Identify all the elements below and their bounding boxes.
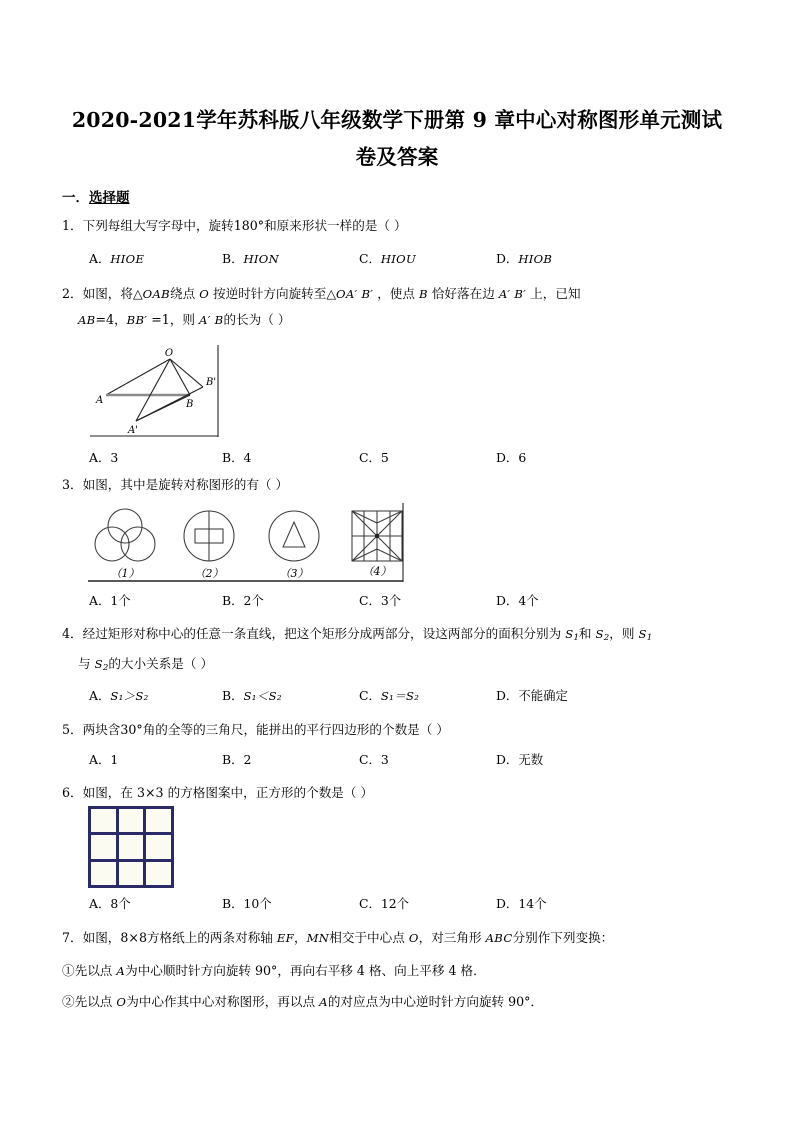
caption-1: （1） (110, 567, 140, 580)
option-a-letter: A． (89, 593, 111, 608)
q4-text-3: ，则 (609, 626, 639, 641)
option-b-letter: B． (222, 251, 244, 266)
q7-text-3: 相交于中心点 (329, 930, 409, 945)
q2-text-1: 如图，将△ (82, 286, 143, 301)
question-7-number: 7． (62, 930, 83, 945)
q7-s2-text-1: 先以点 (74, 994, 117, 1009)
q2-text-5: 恰好落在边 (427, 286, 499, 301)
label-a-prime: A' (128, 425, 138, 436)
option-b-value: 4 (243, 450, 252, 465)
option-b[interactable] (222, 894, 272, 912)
option-c-letter: C． (359, 688, 381, 703)
q7-sym-mn: MN (306, 931, 330, 945)
option-b-value: S₁＜S₂ (243, 689, 282, 703)
question-1-number: 1． (62, 218, 83, 233)
option-d-value: 不能确定 (518, 688, 568, 703)
option-b-letter: B． (222, 752, 244, 767)
option-a-value: 3 (110, 450, 119, 465)
q7-marker-2: ② (62, 994, 75, 1009)
option-b-value: 10个 (243, 896, 272, 911)
q4-l2-sub: 2 (102, 662, 109, 673)
question-3-text: 如图，其中是旋转对称图形的有（ ） (82, 477, 289, 492)
option-a-value: HIOE (110, 252, 145, 266)
q7-text-1: 如图，8×8方格纸上的两条对称轴 (82, 930, 277, 945)
option-c[interactable] (359, 894, 409, 912)
option-d[interactable] (496, 750, 543, 768)
option-d[interactable] (496, 249, 552, 267)
q2-sym-apbp: A′ B′ (498, 287, 527, 301)
q4-text-2: 和 (578, 626, 596, 641)
q7-sym-o: O (408, 931, 419, 945)
q2-text-4: ，使点 (373, 286, 419, 301)
q7-sym-ef: EF (276, 931, 295, 945)
q2-text-6: 上，已知 (526, 286, 581, 301)
option-d[interactable] (496, 686, 568, 704)
q7-sym-abc: ABC (485, 931, 513, 945)
option-d-letter: D． (496, 752, 519, 767)
q2-sym-oapbp: OA′ B′ (336, 287, 374, 301)
q2-text-2: 绕点 (169, 286, 200, 301)
q4-sym-s3: S (638, 627, 647, 641)
question-7-sub-item-1 (62, 958, 752, 984)
option-c[interactable] (359, 686, 419, 704)
option-b-value: HION (243, 252, 280, 266)
option-c-value: 3个 (380, 593, 402, 608)
four-shapes-svg (88, 503, 404, 583)
option-a-letter: A． (89, 450, 111, 465)
option-b-letter: B． (222, 896, 244, 911)
option-c[interactable] (359, 249, 416, 267)
option-c[interactable] (359, 448, 389, 466)
option-d-value: 14个 (518, 896, 547, 911)
q7-s2-sym-o: O (116, 995, 127, 1009)
label-o: O (164, 348, 174, 359)
option-a[interactable] (89, 591, 131, 609)
question-6-text: 如图，在 3×3 的方格图案中，正方形的个数是（ ） (82, 785, 374, 800)
question-2-number: 2． (62, 286, 83, 301)
option-d-letter: D． (496, 593, 519, 608)
option-a-value: 1 (110, 752, 119, 767)
q7-s1-sym-a: A (116, 964, 126, 978)
option-b-value: 2 (243, 752, 252, 767)
q7-s2-text-3: 的对应点为中心逆时针方向旋转 90°． (327, 994, 544, 1009)
question-4-number: 4． (62, 626, 83, 641)
question-5-number: 5． (62, 722, 83, 737)
section-heading (62, 186, 130, 206)
option-c-letter: C． (359, 896, 381, 911)
question-7 (62, 925, 752, 951)
option-a-letter: A． (89, 688, 111, 703)
option-a-letter: A． (89, 752, 111, 767)
q2-l2-text-1: =4， (95, 312, 127, 327)
option-a-value: 1个 (110, 593, 131, 608)
option-d-value: 4个 (518, 593, 539, 608)
option-b[interactable] (222, 750, 251, 768)
option-a[interactable] (89, 686, 149, 704)
grid-cell (119, 862, 144, 885)
q4-sym-s1: S (565, 627, 574, 641)
q7-text-2: ， (294, 930, 307, 945)
question-3 (62, 472, 752, 497)
q4-sym-s2: S (595, 627, 604, 641)
grid-cell (119, 809, 144, 832)
three-by-three-grid-figure (88, 806, 174, 888)
option-a[interactable] (89, 249, 144, 267)
section-label: 选择题 (89, 190, 130, 206)
question-5-text: 两块含30°角的全等的三角尺，能拼出的平行四边形的个数是（ ） (82, 722, 449, 737)
grid-cell (91, 862, 116, 885)
four-symmetry-shapes-figure (88, 503, 404, 583)
grid-cell (146, 809, 171, 832)
q7-text-5: 分别作下列变换： (512, 930, 614, 945)
option-c-letter: C． (359, 593, 381, 608)
question-7-sub-item-2 (62, 989, 752, 1015)
option-c-value: 3 (380, 752, 389, 767)
q4-l2-text-1: 与 (78, 655, 95, 671)
option-c-letter: C． (359, 450, 381, 465)
option-b-letter: B． (222, 688, 244, 703)
grid-cell (146, 862, 171, 885)
page-title (0, 102, 794, 176)
option-c-value: S₁＝S₂ (380, 689, 420, 703)
option-d[interactable] (496, 448, 526, 466)
caption-2: （2） (194, 567, 224, 580)
option-b[interactable] (222, 591, 264, 609)
option-b-letter: B． (222, 593, 244, 608)
option-a[interactable] (89, 894, 131, 912)
q7-text-4: ，对三角形 (418, 930, 486, 945)
option-c-value: 12个 (380, 896, 410, 911)
question-1-text: 下列每组大写字母中，旋转180°和原来形状一样的是（ ） (82, 218, 407, 233)
q7-s2-text-2: 为中心作其中心对称图形，再以点 (126, 994, 320, 1009)
option-a[interactable] (89, 750, 118, 768)
q2-sym-b: B (419, 287, 428, 301)
caption-3: （3） (279, 567, 309, 580)
option-a-letter: A． (89, 896, 111, 911)
q7-s1-text-2: 为中心顺时针方向旋转 90°，再向右平移 4 格、向上平移 4 格． (125, 963, 486, 978)
option-b-letter: B． (222, 450, 244, 465)
question-2 (62, 281, 752, 333)
q2-l2-text-3: 的长为（ ） (223, 312, 291, 327)
question-4 (62, 621, 752, 681)
q7-s1-text-1: 先以点 (74, 963, 117, 978)
section-number: 一． (62, 190, 89, 206)
title-line-1: 2020-2021学年苏科版八年级数学下册第 9 章中心对称图形单元测试 (71, 108, 723, 132)
option-d-value: 6 (518, 450, 527, 465)
q2-sym-oab: OAB (142, 287, 170, 301)
option-b[interactable] (222, 448, 251, 466)
q4-sub-2: 2 (603, 632, 610, 643)
q2-line-2 (62, 307, 752, 333)
caption-4: （4） (362, 565, 392, 578)
option-c-value: 5 (380, 450, 389, 465)
option-c[interactable] (359, 750, 389, 768)
q2-sym-apb: A′ B (199, 313, 224, 327)
label-a: A (96, 395, 104, 406)
option-a[interactable] (89, 448, 118, 466)
question-3-number: 3． (62, 477, 83, 492)
grid-cell (146, 835, 171, 858)
option-d-value: 无数 (518, 752, 544, 767)
option-d-letter: D． (496, 688, 519, 703)
label-b-prime: B' (206, 377, 217, 388)
q7-s2-sym-a: A (319, 995, 328, 1009)
q7-marker-1: ① (62, 963, 75, 978)
q2-sym-ab: AB (78, 313, 96, 327)
option-a-value: 8个 (110, 896, 131, 911)
q4-l2-sym: S (94, 656, 103, 671)
question-6 (62, 780, 752, 805)
option-d-letter: D． (496, 251, 519, 266)
option-b-value: 2个 (243, 593, 264, 608)
question-5 (62, 717, 752, 742)
option-d-letter: D． (496, 450, 519, 465)
title-line-2: 卷及答案 (355, 145, 439, 169)
option-c-value: HIOU (380, 252, 417, 266)
option-b[interactable] (222, 686, 282, 704)
option-a-value: S₁＞S₂ (110, 689, 149, 703)
question-1 (62, 213, 752, 238)
q4-line-2 (62, 651, 752, 681)
q2-text-3: 按逆时针方向旋转至△ (209, 286, 337, 301)
rotation-triangles-figure (90, 345, 230, 440)
option-c-letter: C． (359, 752, 381, 767)
option-c[interactable] (359, 591, 401, 609)
rotation-triangles-svg (90, 345, 230, 440)
q2-l2-text-2: =1，则 (147, 312, 200, 327)
grid-cell (91, 835, 116, 858)
q4-l2-text-2: 的大小关系是（ ） (108, 655, 214, 671)
option-c-letter: C． (359, 251, 381, 266)
q2-sym-bbp: BB′ (126, 313, 148, 327)
option-b[interactable] (222, 249, 279, 267)
q4-sub-3: 1 (646, 632, 653, 643)
option-d-value: HIOB (518, 252, 553, 266)
q4-text-1: 经过矩形对称中心的任意一条直线，把这个矩形分成两部分，设这两部分的面积分别为 (82, 626, 566, 641)
q4-sub-1: 1 (573, 632, 579, 643)
option-a-letter: A． (89, 251, 111, 266)
grid-cell (119, 835, 144, 858)
question-6-number: 6． (62, 785, 83, 800)
q2-sym-o: O (199, 287, 209, 301)
option-d[interactable] (496, 894, 547, 912)
option-d[interactable] (496, 591, 539, 609)
label-b: B (186, 399, 194, 410)
option-d-letter: D． (496, 896, 519, 911)
grid-cell (91, 809, 116, 832)
